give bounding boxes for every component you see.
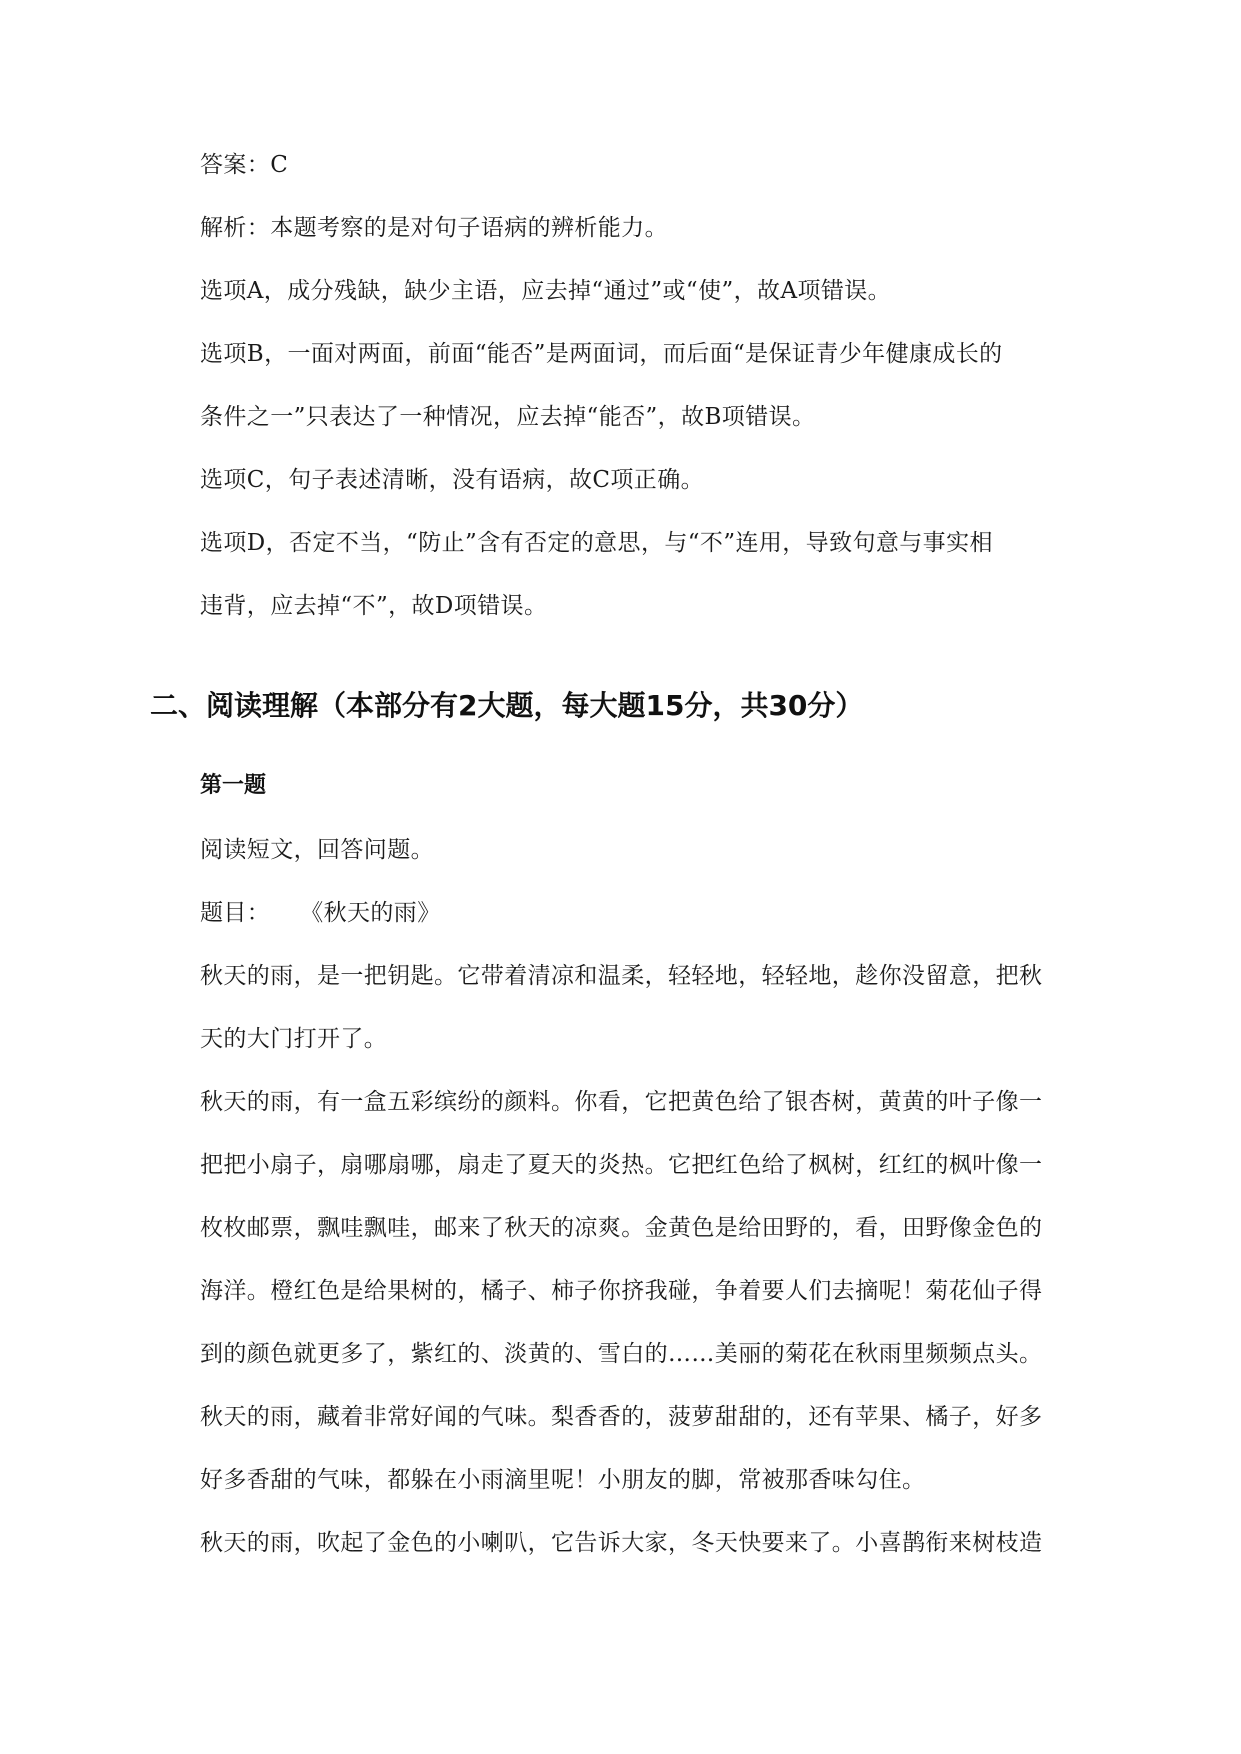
analysis-intro: 解析：本题考察的是对句子语病的辨析能力。 xyxy=(200,215,668,241)
option-b-explanation-line-2: 条件之一”只表达了一种情况，应去掉“能否”，故B项错误。 xyxy=(200,404,816,430)
passage-title: 《秋天的雨》 xyxy=(300,900,441,926)
question-label: 第一题 xyxy=(200,773,267,798)
passage-line: 到的颜色就更多了，紫红的、淡黄的、雪白的……美丽的菊花在秋雨里频频点头。 xyxy=(200,1341,1043,1367)
passage-line: 秋天的雨，吹起了金色的小喇叭，它告诉大家，冬天快要来了。小喜鹊衔来树枝造 xyxy=(200,1530,1043,1556)
passage-line: 秋天的雨，有一盒五彩缤纷的颜料。你看，它把黄色给了银杏树，黄黄的叶子像一 xyxy=(200,1089,1043,1115)
passage-line: 海洋。橙红色是给果树的，橘子、柿子你挤我碰，争着要人们去摘呢！菊花仙子得 xyxy=(200,1278,1043,1304)
passage-line: 好多香甜的气味，都躲在小雨滴里呢！小朋友的脚，常被那香味勾住。 xyxy=(200,1467,926,1493)
title-label: 题目： xyxy=(200,900,271,926)
answer-line: 答案：C xyxy=(200,152,289,178)
section-heading: 二、阅读理解（本部分有2大题，每大题15分，共30分） xyxy=(150,689,864,722)
option-d-explanation-line-1: 选项D，否定不当，“防止”含有否定的意思，与“不”连用，导致句意与事实相 xyxy=(200,530,993,556)
passage-line: 枚枚邮票，飘哇飘哇，邮来了秋天的凉爽。金黄色是给田野的，看，田野像金色的 xyxy=(200,1215,1043,1241)
passage-line: 天的大门打开了。 xyxy=(200,1026,388,1052)
option-b-explanation-line-1: 选项B，一面对两面，前面“能否”是两面词，而后面“是保证青少年健康成长的 xyxy=(200,341,1003,367)
passage-line: 秋天的雨，是一把钥匙。它带着清凉和温柔，轻轻地，轻轻地，趁你没留意，把秋 xyxy=(200,963,1043,989)
option-c-explanation: 选项C，句子表述清晰，没有语病，故C项正确。 xyxy=(200,467,704,493)
passage-title-line xyxy=(200,897,441,929)
passage-line: 把把小扇子，扇哪扇哪，扇走了夏天的炎热。它把红色给了枫树，红红的枫叶像一 xyxy=(200,1152,1043,1178)
passage-line: 秋天的雨，藏着非常好闻的气味。梨香香的，菠萝甜甜的，还有苹果、橘子，好多 xyxy=(200,1404,1043,1430)
option-a-explanation: 选项A，成分残缺，缺少主语，应去掉“通过”或“使”，故A项错误。 xyxy=(200,278,892,304)
option-d-explanation-line-2: 违背，应去掉“不”，故D项错误。 xyxy=(200,593,548,619)
reading-instruction: 阅读短文，回答问题。 xyxy=(200,837,434,863)
